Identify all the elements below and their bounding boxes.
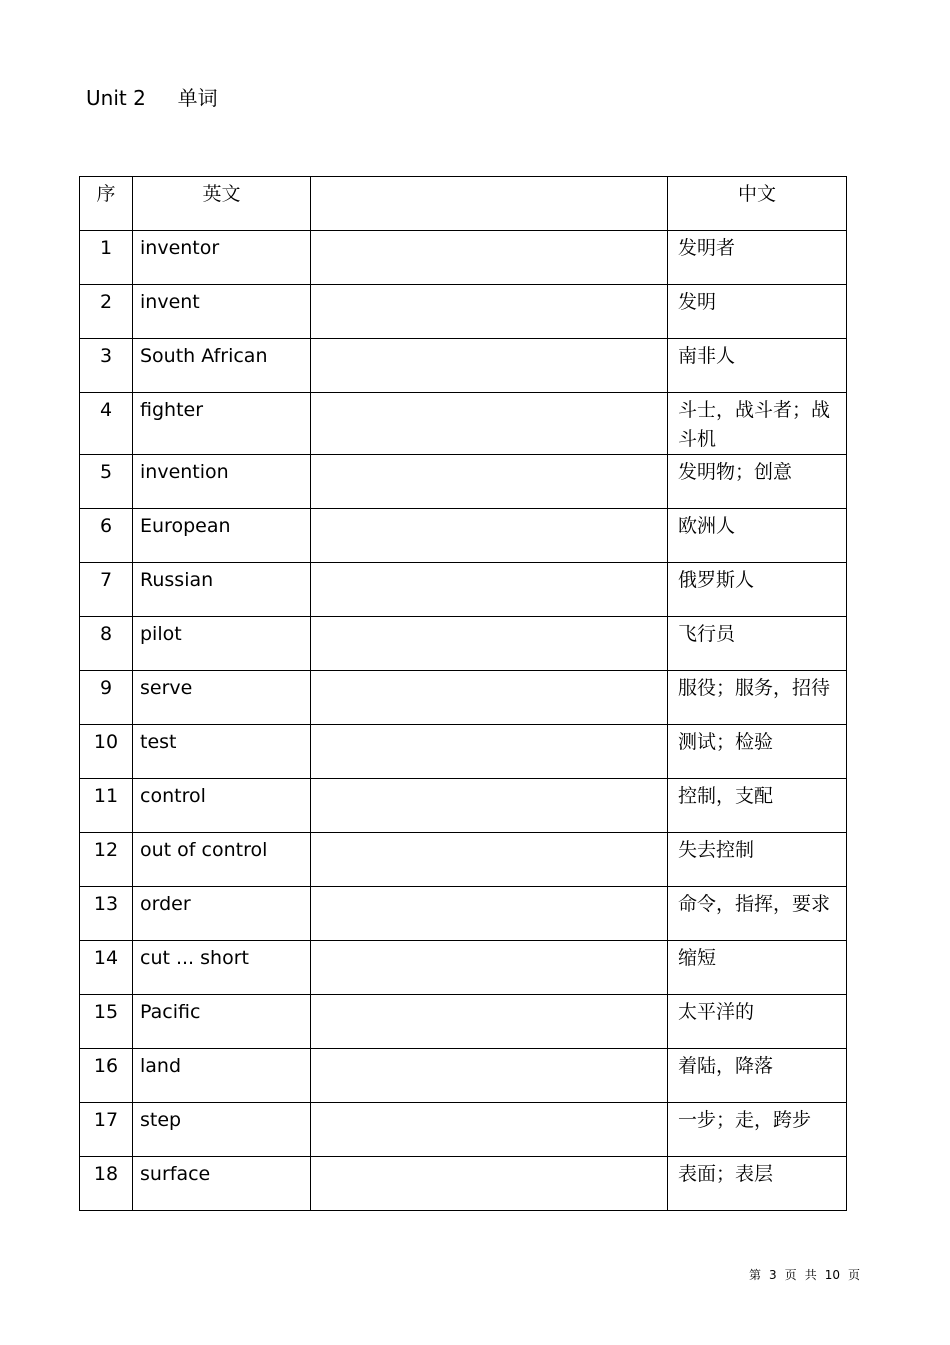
row-number: 4 <box>80 393 133 455</box>
row-blank <box>311 455 668 509</box>
row-english: pilot <box>133 617 311 671</box>
row-blank <box>311 1157 668 1211</box>
table-row <box>80 1049 847 1103</box>
row-number: 14 <box>80 941 133 995</box>
page-footer <box>745 1267 864 1283</box>
row-chinese: 着陆，降落 <box>668 1049 847 1103</box>
row-number: 1 <box>80 231 133 285</box>
row-english: invention <box>133 455 311 509</box>
row-english: Pacific <box>133 995 311 1049</box>
table-row <box>80 285 847 339</box>
row-number: 9 <box>80 671 133 725</box>
row-chinese: 一步；走，跨步 <box>668 1103 847 1157</box>
row-chinese: 服役；服务，招待 <box>668 671 847 725</box>
row-english: cut ... short <box>133 941 311 995</box>
row-english: land <box>133 1049 311 1103</box>
row-blank <box>311 995 668 1049</box>
footer-mid1: 页 <box>784 1268 797 1282</box>
footer-mid2: 共 <box>804 1268 817 1282</box>
table-row <box>80 995 847 1049</box>
row-blank <box>311 725 668 779</box>
row-english: surface <box>133 1157 311 1211</box>
table-row <box>80 725 847 779</box>
row-blank <box>311 393 668 455</box>
row-english: inventor <box>133 231 311 285</box>
row-blank <box>311 563 668 617</box>
table-row <box>80 941 847 995</box>
header-num: 序 <box>80 177 133 231</box>
row-blank <box>311 231 668 285</box>
row-blank <box>311 833 668 887</box>
row-chinese: 俄罗斯人 <box>668 563 847 617</box>
row-blank <box>311 339 668 393</box>
row-blank <box>311 617 668 671</box>
row-number: 15 <box>80 995 133 1049</box>
table-row <box>80 1157 847 1211</box>
vocab-table <box>79 176 847 1211</box>
row-number: 11 <box>80 779 133 833</box>
row-english: Russian <box>133 563 311 617</box>
table-row <box>80 671 847 725</box>
row-english: control <box>133 779 311 833</box>
row-english: South African <box>133 339 311 393</box>
row-number: 6 <box>80 509 133 563</box>
footer-prefix: 第 <box>749 1268 762 1282</box>
row-chinese: 南非人 <box>668 339 847 393</box>
row-blank <box>311 941 668 995</box>
row-blank <box>311 887 668 941</box>
row-blank <box>311 1103 668 1157</box>
header-blank <box>311 177 668 231</box>
row-number: 10 <box>80 725 133 779</box>
row-number: 12 <box>80 833 133 887</box>
row-number: 5 <box>80 455 133 509</box>
table-row <box>80 509 847 563</box>
row-english: serve <box>133 671 311 725</box>
row-chinese: 命令，指挥，要求 <box>668 887 847 941</box>
row-number: 16 <box>80 1049 133 1103</box>
row-english: out of control <box>133 833 311 887</box>
row-chinese: 发明者 <box>668 231 847 285</box>
row-number: 13 <box>80 887 133 941</box>
row-number: 3 <box>80 339 133 393</box>
table-row <box>80 393 847 455</box>
row-blank <box>311 1049 668 1103</box>
table-row <box>80 617 847 671</box>
footer-total-pages: 10 <box>824 1268 840 1282</box>
row-chinese: 缩短 <box>668 941 847 995</box>
row-chinese: 发明物；创意 <box>668 455 847 509</box>
table-row <box>80 779 847 833</box>
row-chinese: 斗士，战斗者；战斗机 <box>668 393 847 455</box>
table-row <box>80 231 847 285</box>
table-row <box>80 887 847 941</box>
row-chinese: 失去控制 <box>668 833 847 887</box>
row-english: fighter <box>133 393 311 455</box>
header-en: 英文 <box>133 177 311 231</box>
row-number: 2 <box>80 285 133 339</box>
table-row <box>80 455 847 509</box>
table-header-row <box>80 177 847 231</box>
page-title: Unit 2 单词 <box>86 86 218 110</box>
table-row <box>80 563 847 617</box>
row-number: 7 <box>80 563 133 617</box>
table-row <box>80 833 847 887</box>
row-blank <box>311 509 668 563</box>
row-chinese: 发明 <box>668 285 847 339</box>
row-number: 8 <box>80 617 133 671</box>
table-row <box>80 339 847 393</box>
row-number: 17 <box>80 1103 133 1157</box>
row-english: invent <box>133 285 311 339</box>
row-english: test <box>133 725 311 779</box>
row-chinese: 测试；检验 <box>668 725 847 779</box>
row-chinese: 表面；表层 <box>668 1157 847 1211</box>
row-chinese: 欧洲人 <box>668 509 847 563</box>
row-chinese: 控制，支配 <box>668 779 847 833</box>
row-english: order <box>133 887 311 941</box>
row-chinese: 飞行员 <box>668 617 847 671</box>
row-chinese: 太平洋的 <box>668 995 847 1049</box>
row-english: step <box>133 1103 311 1157</box>
row-blank <box>311 779 668 833</box>
header-zh: 中文 <box>668 177 847 231</box>
footer-current-page: 3 <box>769 1268 777 1282</box>
row-blank <box>311 285 668 339</box>
table-row <box>80 1103 847 1157</box>
row-number: 18 <box>80 1157 133 1211</box>
footer-suffix: 页 <box>847 1268 860 1282</box>
row-blank <box>311 671 668 725</box>
row-english: European <box>133 509 311 563</box>
